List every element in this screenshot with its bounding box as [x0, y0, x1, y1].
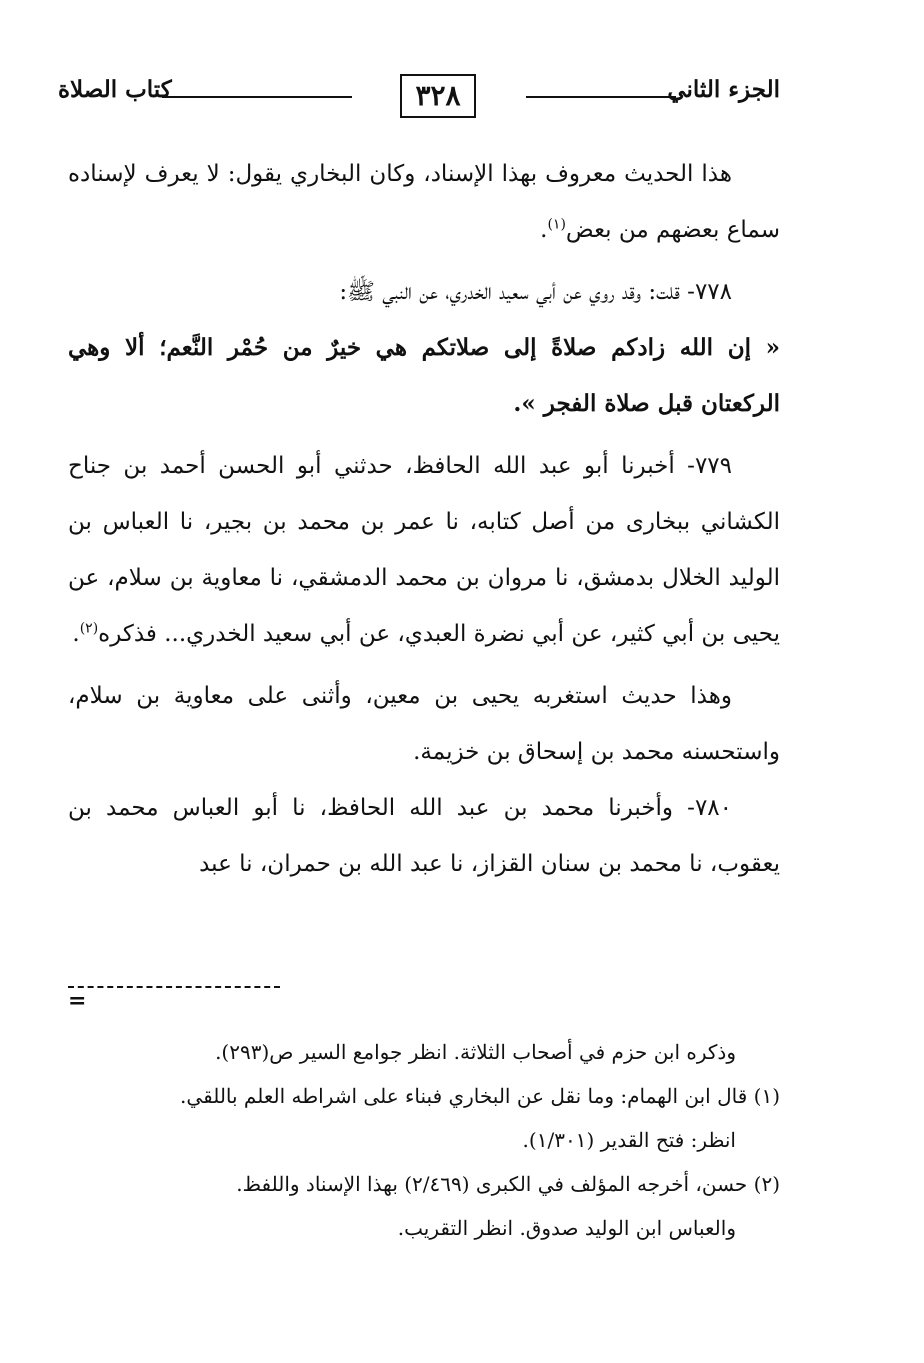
paragraph-comment: وهذا حديث استغربه يحيى بن معين، وأثنى على معاوية بن سلام، واستحسنه محمد بن إسحاق بن خزيمة.: [68, 683, 780, 765]
footnote-2-line-1: (٢) حسن، أخرجه المؤلف في الكبرى (٢/٤٦٩) بهذا الإسناد واللفظ.: [236, 1172, 780, 1196]
footnote-separator: [68, 986, 280, 988]
footnotes: [68, 1030, 780, 1250]
header-rule-left: [162, 96, 352, 98]
chapter-title: كتاب الصلاة: [58, 76, 172, 103]
page-header: [58, 74, 780, 120]
paragraph-778: ٧٧٨- قلت: وقد روي عن أبي سعيد الخدري، عن النبي ﷺ:: [339, 279, 732, 305]
paragraph-1-text: هذا الحديث معروف بهذا الإسناد، وكان البخاري يقول: لا يعرف لإسناده سماع بعضهم من بعض: [68, 161, 780, 243]
header-rule-right: [526, 96, 676, 98]
footnote-1-line-2: انظر: فتح القدير (١/٣٠١).: [522, 1128, 736, 1152]
footnote-continued: وذكره ابن حزم في أصحاب الثلاثة. انظر جوامع السير ص(٢٩٣).: [215, 1040, 736, 1064]
footnote-ref-2: (٢): [79, 620, 99, 637]
page-number: ٣٢٨: [400, 74, 476, 118]
paragraph-1-period: .: [540, 217, 548, 243]
continuation-mark: =: [68, 988, 87, 1014]
paragraph-1: [68, 146, 780, 258]
paragraph-780: ٧٨٠- وأخبرنا محمد بن عبد الله الحافظ، نا أبو العباس محمد بن يعقوب، نا محمد بن سنان القزاز، نا عبد الله بن حمران، نا عبد: [68, 795, 780, 877]
hadith-text: « إن الله زادكم صلاةً إلى صلاتكم هي خيرٌ من حُمْر النَّعم؛ ألا وهي الركعتان قبل صلاة الفجر ».: [68, 334, 780, 417]
footnote-ref-1: (١): [547, 216, 566, 233]
paragraph-779-text: ٧٧٩- أخبرنا أبو عبد الله الحافظ، حدثني أبو الحسن أحمد بن جناح الكشاني ببخارى من أصل كتابه، نا عمر بن محمد بن بجير، نا العباس بن الوليد الخلال بدمشق، نا مروان بن محمد الدمشقي، نا معاوية بن سلام، عن يحيى بن أبي كثير، عن أبي نضرة العبدي، عن أبي سعيد الخدري... فذكره: [68, 453, 780, 647]
volume-title: الجزء الثاني: [667, 76, 780, 103]
footnote-1-line-1: (١) قال ابن الهمام: وما نقل عن البخاري فبناء على اشراطه العلم باللقي.: [180, 1084, 780, 1108]
main-text: [68, 146, 780, 892]
paragraph-779: [68, 438, 780, 662]
paragraph-779-period: .: [72, 621, 80, 647]
footnote-2-line-2: والعباس ابن الوليد صدوق. انظر التقريب.: [397, 1216, 736, 1240]
